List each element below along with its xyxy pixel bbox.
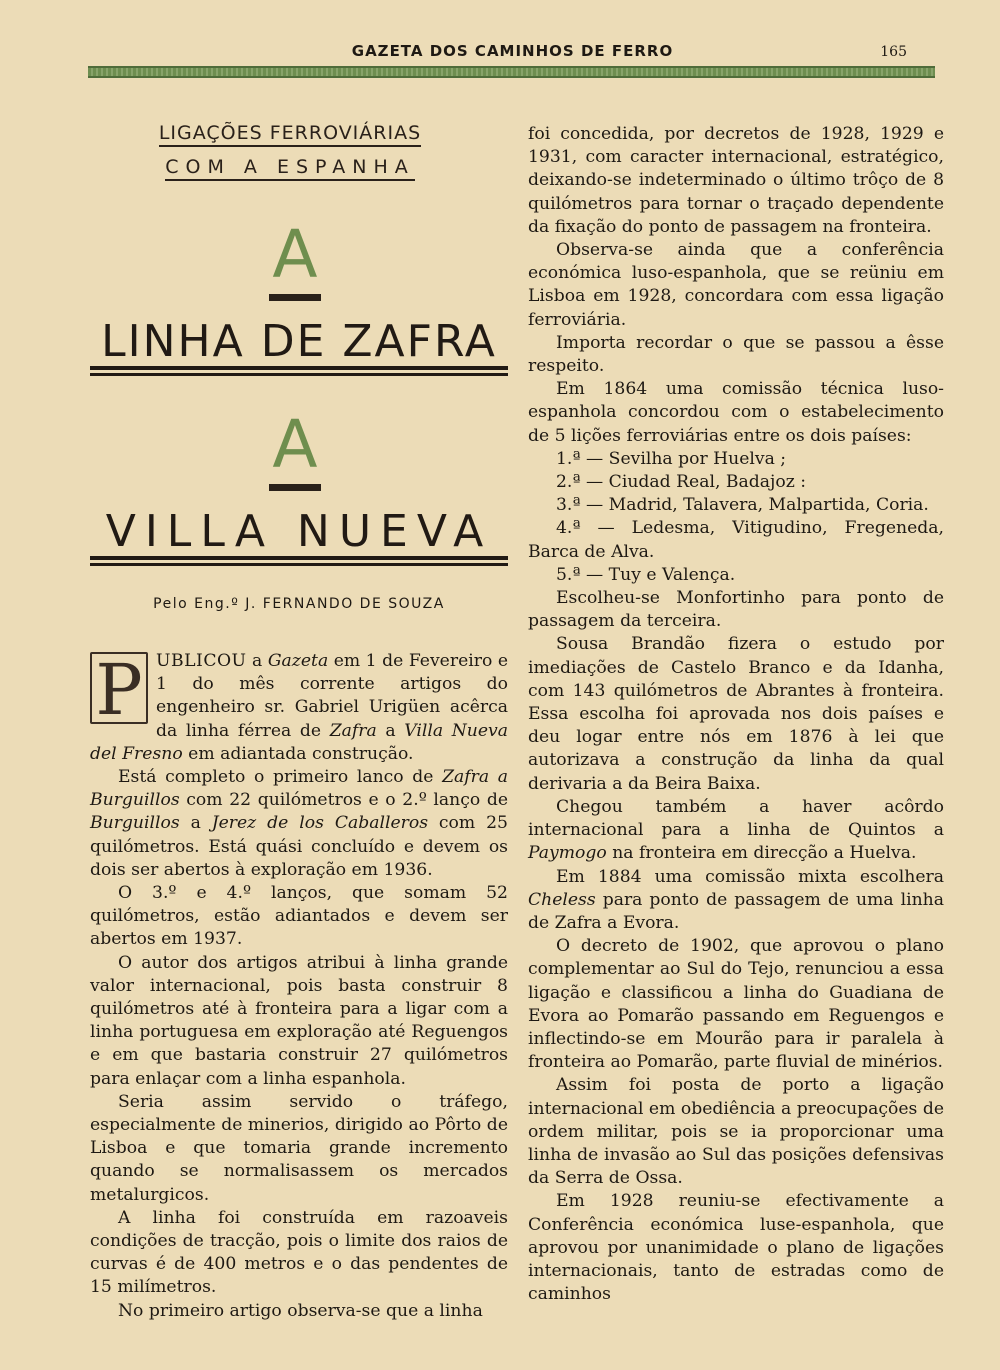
paragraph: P UBLICOU a Gazeta em 1 de Fevereiro e 1 do mês corrente artigos do engenheiro sr. Gabriel Urigüen acêrca da linha férrea de Zafra a Villa Nueva del Fresno em adiantada construção. bbox=[90, 649, 508, 764]
paragraph: O decreto de 1902, que aprovou o plano complementar ao Sul do Tejo, renunciou a essa ligação e classificou a linha do Guadiana de Evora ao Pomarão passando em Reguengos e inflectindo-se em Mourão para ir paralela à fronteira ao Pomarão, parte fluvial de minérios. bbox=[528, 936, 944, 1073]
headline-2: VILLA NUEVA bbox=[105, 506, 493, 557]
paragraph: Chegou também a haver acôrdo internacional para a linha de Quintos a Paymogo na fronteira em direcção a Huelva. bbox=[528, 796, 944, 864]
paragraph: Em 1884 uma comissão mixta escolhera Cheless para ponto de passagem de uma linha de Zafra a Evora. bbox=[528, 866, 944, 933]
paragraph: Escolheu-se Monfortinho para ponto de passagem da terceira. bbox=[528, 588, 944, 632]
running-head bbox=[90, 40, 935, 64]
big-letter-a-1: A bbox=[240, 222, 350, 301]
list-item: 5.ª — Tuy e Valença. bbox=[556, 564, 736, 585]
kicker-line-1: LIGAÇÕES FERROVIÁRIAS bbox=[120, 122, 460, 144]
paragraph: foi concedida, por decretos de 1928, 1929 e 1931, com caracter internacional, estratégico, deixando-se indeterminado o último trôço de 8 quilómetros para tornar o traçado dependente da fixação do ponto de passagem na fronteira. bbox=[528, 124, 944, 237]
paragraph: O 3.º e 4.º lanços, que somam 52 quilómetros, estão adiantados e devem ser abertos em 1937. bbox=[90, 883, 508, 950]
paragraph: Em 1864 uma comissão técnica luso-espanhola concordou com o estabelecimento de 5 lições ferroviárias entre os dois países: bbox=[528, 379, 944, 446]
list-item: 1.ª — Sevilha por Huelva ; bbox=[556, 448, 787, 469]
left-column bbox=[90, 650, 508, 1323]
right-column bbox=[528, 123, 944, 1306]
big-letter-a-2: A bbox=[240, 412, 350, 491]
journal-title: GAZETA DOS CAMINHOS DE FERRO bbox=[351, 42, 674, 60]
paragraph: Assim foi posta de porto a ligação internacional em obediência a preocupações de ordem militar, pois se ia proporcionar uma linha de invasão ao Sul das posições defensivas da Serra de Ossa. bbox=[528, 1075, 944, 1189]
paragraph: Em 1928 reuniu-se efectivamente a Conferência económica luse-espanhola, que aprovou por unanimidade o plano de ligações internacionais, tanto de estradas como de caminhos bbox=[528, 1191, 944, 1305]
list-item: 4.ª — Ledesma, Vitigudino, Fregeneda, Barca de Alva. bbox=[528, 518, 944, 562]
page-number: 165 bbox=[880, 44, 907, 60]
paragraph: O autor dos artigos atribui à linha grande valor internacional, pois basta construir 8 quilómetros até à fronteira para a ligar com a linha portuguesa em exploração até Reguengos e em que bastaria construir 27 quilómetros para enlaçar com a linha espanhola. bbox=[90, 952, 508, 1089]
list-item: 2.ª — Ciudad Real, Badajoz : bbox=[556, 472, 807, 493]
paragraph: A linha foi construída em razoaveis condições de tracção, pois o limite dos raios de curvas é de 400 metros e o das pendentes de 15 milímetros. bbox=[90, 1207, 508, 1298]
headline-1: LINHA DE ZAFRA bbox=[101, 316, 497, 367]
headline-rule-1 bbox=[90, 366, 508, 376]
list-item: 3.ª — Madrid, Talavera, Malpartida, Coria. bbox=[556, 495, 929, 516]
kicker-line-2: COM A ESPANHA bbox=[120, 156, 460, 178]
paragraph: Está completo o primeiro lanco de Zafra a Burguillos com 22 quilómetros e o 2.º lanço de Burguillos a Jerez de los Caballeros com 25 quilómetros. Está quási concluído e devem os dois ser abertos à exploração em 1936. bbox=[90, 767, 508, 880]
drop-cap: P bbox=[90, 652, 148, 724]
paragraph: No primeiro artigo observa-se que a linha bbox=[118, 1300, 483, 1321]
paragraph: Importa recordar o que se passou a êsse respeito. bbox=[528, 332, 944, 377]
paragraph: Sousa Brandão fizera o estudo por imediações de Castelo Branco e da Idanha, com 143 quilómetros de Abrantes à fronteira. Essa escolha foi aprovada nos dois países e deu logar entre nós em 1876 à lei que autorizava a construção da linha da qual derivaria a da Beira Baixa. bbox=[528, 634, 944, 794]
decorative-band bbox=[88, 66, 935, 78]
paragraph: Observa-se ainda que a conferência económica luso-espanhola, que se reüniu em Lisboa em 1928, concordara com essa ligação ferroviária. bbox=[528, 240, 944, 330]
byline: Pelo Eng.º J. FERNANDO DE SOUZA bbox=[153, 596, 445, 612]
headline-rule-2 bbox=[90, 556, 508, 566]
paragraph: Seria assim servido o tráfego, especialmente de minerios, dirigido ao Pôrto de Lisboa e que tomaria grande incremento quando se normalisassem os mercados metalurgicos. bbox=[90, 1091, 508, 1205]
